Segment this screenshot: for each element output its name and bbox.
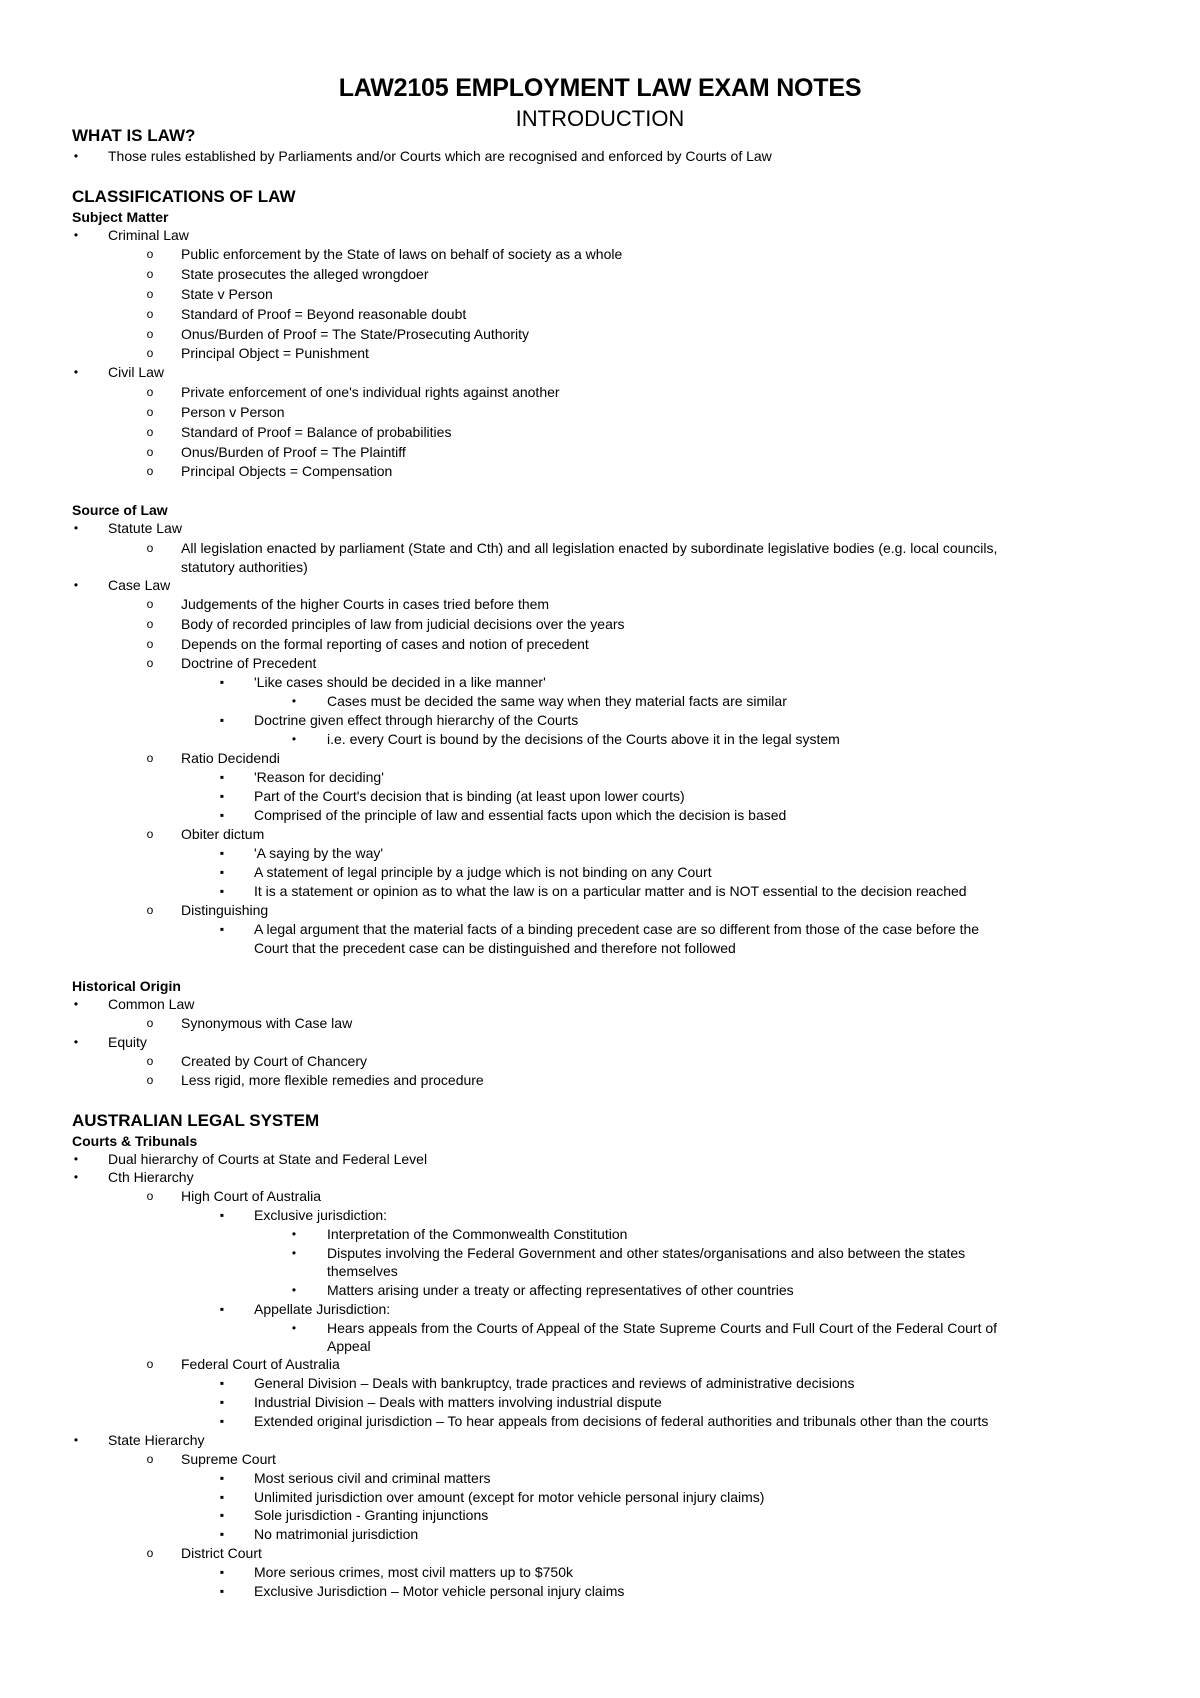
bullet-marker: o xyxy=(146,597,154,611)
bullet-marker: ▪ xyxy=(219,1490,225,1504)
bullet-marker: ▪ xyxy=(219,884,225,898)
line-text: Comprised of the principle of law and essential facts upon which the decision is based xyxy=(254,807,787,823)
bullet-marker: • xyxy=(73,521,79,535)
bullet-marker: ▪ xyxy=(219,1208,225,1222)
line-text: All legislation enacted by parliament (State and Cth) and all legislation enacted by subordinate legislative bodies (e.g. local councils, xyxy=(181,540,998,556)
bullet-marker: o xyxy=(146,346,154,360)
bullet-marker: o xyxy=(146,637,154,651)
bullet-marker: o xyxy=(146,827,154,841)
bullet-marker: ▪ xyxy=(219,789,225,803)
line-text: Courts & Tribunals xyxy=(72,1133,198,1149)
bullet-marker: ▪ xyxy=(219,675,225,689)
bullet-marker: o xyxy=(146,1073,154,1087)
line-text: High Court of Australia xyxy=(181,1188,322,1204)
line-text: Body of recorded principles of law from judicial decisions over the years xyxy=(181,616,625,632)
line-text: Extended original jurisdiction – To hear appeals from decisions of federal authorities and tribunals other than the courts xyxy=(254,1413,989,1429)
bullet-marker: • xyxy=(291,694,297,708)
line-text: Dual hierarchy of Courts at State and Federal Level xyxy=(108,1151,428,1167)
line-text: Hears appeals from the Courts of Appeal of the State Supreme Courts and Full Court of the Federal Court of xyxy=(327,1320,998,1336)
bullet-marker: ▪ xyxy=(219,713,225,727)
bullet-marker: o xyxy=(146,656,154,670)
line-text: Interpretation of the Commonwealth Constitution xyxy=(327,1226,628,1242)
line-text: CLASSIFICATIONS OF LAW xyxy=(72,187,296,206)
line-text: Exclusive jurisdiction: xyxy=(254,1207,388,1223)
line-text: AUSTRALIAN LEGAL SYSTEM xyxy=(72,1111,320,1130)
document-subtitle: INTRODUCTION xyxy=(515,106,685,131)
bullet-marker: o xyxy=(146,617,154,631)
line-text: Disputes involving the Federal Government and other states/organisations and also between the states xyxy=(327,1245,966,1261)
bullet-marker: o xyxy=(146,445,154,459)
line-text: General Division – Deals with bankruptcy, trade practices and reviews of administrative decisions xyxy=(254,1375,855,1391)
line-text: Unlimited jurisdiction over amount (except for motor vehicle personal injury claims) xyxy=(254,1489,765,1505)
line-text: Public enforcement by the State of laws on behalf of society as a whole xyxy=(181,246,623,262)
line-text: Statute Law xyxy=(108,520,182,536)
bullet-marker: ▪ xyxy=(219,808,225,822)
line-text: Most serious civil and criminal matters xyxy=(254,1470,491,1486)
bullet-marker: ▪ xyxy=(219,1565,225,1579)
line-text: Source of Law xyxy=(72,502,168,518)
line-text: i.e. every Court is bound by the decisions of the Courts above it in the legal system xyxy=(327,731,840,747)
line-text: Exclusive Jurisdiction – Motor vehicle personal injury claims xyxy=(254,1583,625,1599)
line-text: Historical Origin xyxy=(72,978,181,994)
bullet-marker: • xyxy=(73,1152,79,1166)
bullet-marker: o xyxy=(146,1546,154,1560)
bullet-marker: ▪ xyxy=(219,865,225,879)
bullet-marker: o xyxy=(146,1189,154,1203)
bullet-marker: o xyxy=(146,405,154,419)
bullet-marker: • xyxy=(291,1227,297,1241)
line-text: Judgements of the higher Courts in cases tried before them xyxy=(181,596,550,612)
line-text: Equity xyxy=(108,1034,147,1050)
line-text: Ratio Decidendi xyxy=(181,750,280,766)
bullet-marker: • xyxy=(73,1433,79,1447)
bullet-marker: • xyxy=(73,365,79,379)
bullet-marker: • xyxy=(291,1321,297,1335)
line-text: WHAT IS LAW? xyxy=(72,126,196,145)
line-text: Person v Person xyxy=(181,404,285,420)
line-text: Less rigid, more flexible remedies and procedure xyxy=(181,1072,484,1088)
line-text: Onus/Burden of Proof = The State/Prosecuting Authority xyxy=(181,326,530,342)
line-text: Appeal xyxy=(327,1338,371,1354)
bullet-marker: o xyxy=(146,385,154,399)
line-text: Standard of Proof = Beyond reasonable doubt xyxy=(181,306,467,322)
line-text: Doctrine of Precedent xyxy=(181,655,317,671)
line-text: 'Reason for deciding' xyxy=(254,769,384,785)
line-text: Federal Court of Australia xyxy=(181,1356,340,1372)
bullet-marker: o xyxy=(146,247,154,261)
line-text: Those rules established by Parliaments and/or Courts which are recognised and enforced by Courts of Law xyxy=(108,148,772,164)
bullet-marker: • xyxy=(73,149,79,163)
bullet-marker: o xyxy=(146,541,154,555)
line-text: 'A saying by the way' xyxy=(254,845,384,861)
bullet-marker: • xyxy=(73,228,79,242)
bullet-marker: • xyxy=(291,1246,297,1260)
bullet-marker: • xyxy=(73,1170,79,1184)
line-text: Private enforcement of one's individual rights against another xyxy=(181,384,560,400)
line-text: Civil Law xyxy=(108,364,165,380)
line-text: Cth Hierarchy xyxy=(108,1169,194,1185)
bullet-marker: ▪ xyxy=(219,1527,225,1541)
document-title: LAW2105 EMPLOYMENT LAW EXAM NOTES xyxy=(338,74,862,102)
line-text: 'Like cases should be decided in a like manner' xyxy=(254,674,546,690)
line-text: Industrial Division – Deals with matters involving industrial dispute xyxy=(254,1394,662,1410)
line-text: A statement of legal principle by a judge which is not binding on any Court xyxy=(254,864,712,880)
bullet-marker: • xyxy=(73,1035,79,1049)
bullet-marker: o xyxy=(146,307,154,321)
line-text: Principal Objects = Compensation xyxy=(181,463,393,479)
bullet-marker: ▪ xyxy=(219,1395,225,1409)
bullet-marker: o xyxy=(146,903,154,917)
line-text: Created by Court of Chancery xyxy=(181,1053,367,1069)
line-text: Synonymous with Case law xyxy=(181,1015,353,1031)
line-text: Obiter dictum xyxy=(181,826,265,842)
bullet-marker: o xyxy=(146,1054,154,1068)
bullet-marker: o xyxy=(146,1357,154,1371)
line-text: More serious crimes, most civil matters up to $750k xyxy=(254,1564,573,1580)
bullet-marker: o xyxy=(146,464,154,478)
line-text: Subject Matter xyxy=(72,209,169,225)
bullet-marker: • xyxy=(291,1283,297,1297)
bullet-marker: • xyxy=(73,997,79,1011)
bullet-marker: o xyxy=(146,287,154,301)
bullet-marker: ▪ xyxy=(219,770,225,784)
line-text: statutory authorities) xyxy=(181,559,308,575)
bullet-marker: ▪ xyxy=(219,1508,225,1522)
bullet-marker: o xyxy=(146,327,154,341)
bullet-marker: ▪ xyxy=(219,1471,225,1485)
bullet-marker: ▪ xyxy=(219,1302,225,1316)
bullet-marker: o xyxy=(146,1016,154,1030)
line-text: Part of the Court's decision that is binding (at least upon lower courts) xyxy=(254,788,685,804)
line-text: Depends on the formal reporting of cases and notion of precedent xyxy=(181,636,589,652)
bullet-marker: o xyxy=(146,751,154,765)
bullet-marker: o xyxy=(146,1452,154,1466)
line-text: Cases must be decided the same way when they material facts are similar xyxy=(327,693,787,709)
line-text: A legal argument that the material facts of a binding precedent case are so different from those of the case before the xyxy=(254,921,980,937)
bullet-marker: • xyxy=(73,578,79,592)
line-text: Doctrine given effect through hierarchy of the Courts xyxy=(254,712,579,728)
bullet-marker: o xyxy=(146,267,154,281)
bullet-marker: • xyxy=(291,732,297,746)
line-text: Appellate Jurisdiction: xyxy=(254,1301,391,1317)
bullet-marker: ▪ xyxy=(219,922,225,936)
line-text: State prosecutes the alleged wrongdoer xyxy=(181,266,429,282)
line-text: themselves xyxy=(327,1263,398,1279)
line-text: Common Law xyxy=(108,996,195,1012)
line-text: Criminal Law xyxy=(108,227,189,243)
line-text: It is a statement or opinion as to what the law is on a particular matter and is NOT essential to the decision reached xyxy=(254,883,967,899)
line-text: State Hierarchy xyxy=(108,1432,205,1448)
line-text: Matters arising under a treaty or affecting representatives of other countries xyxy=(327,1282,794,1298)
line-text: Sole jurisdiction - Granting injunctions xyxy=(254,1507,489,1523)
line-text: Supreme Court xyxy=(181,1451,276,1467)
bullet-marker: ▪ xyxy=(219,1414,225,1428)
bullet-marker: ▪ xyxy=(219,1376,225,1390)
bullet-marker: ▪ xyxy=(219,846,225,860)
line-text: No matrimonial jurisdiction xyxy=(254,1526,419,1542)
line-text: Distinguishing xyxy=(181,902,269,918)
line-text: State v Person xyxy=(181,286,273,302)
bullet-marker: ▪ xyxy=(219,1584,225,1598)
line-text: District Court xyxy=(181,1545,262,1561)
line-text: Onus/Burden of Proof = The Plaintiff xyxy=(181,444,406,460)
line-text: Principal Object = Punishment xyxy=(181,345,369,361)
line-text: Court that the precedent case can be distinguished and therefore not followed xyxy=(254,940,736,956)
line-text: Case Law xyxy=(108,577,171,593)
line-text: Standard of Proof = Balance of probabilities xyxy=(181,424,452,440)
bullet-marker: o xyxy=(146,425,154,439)
